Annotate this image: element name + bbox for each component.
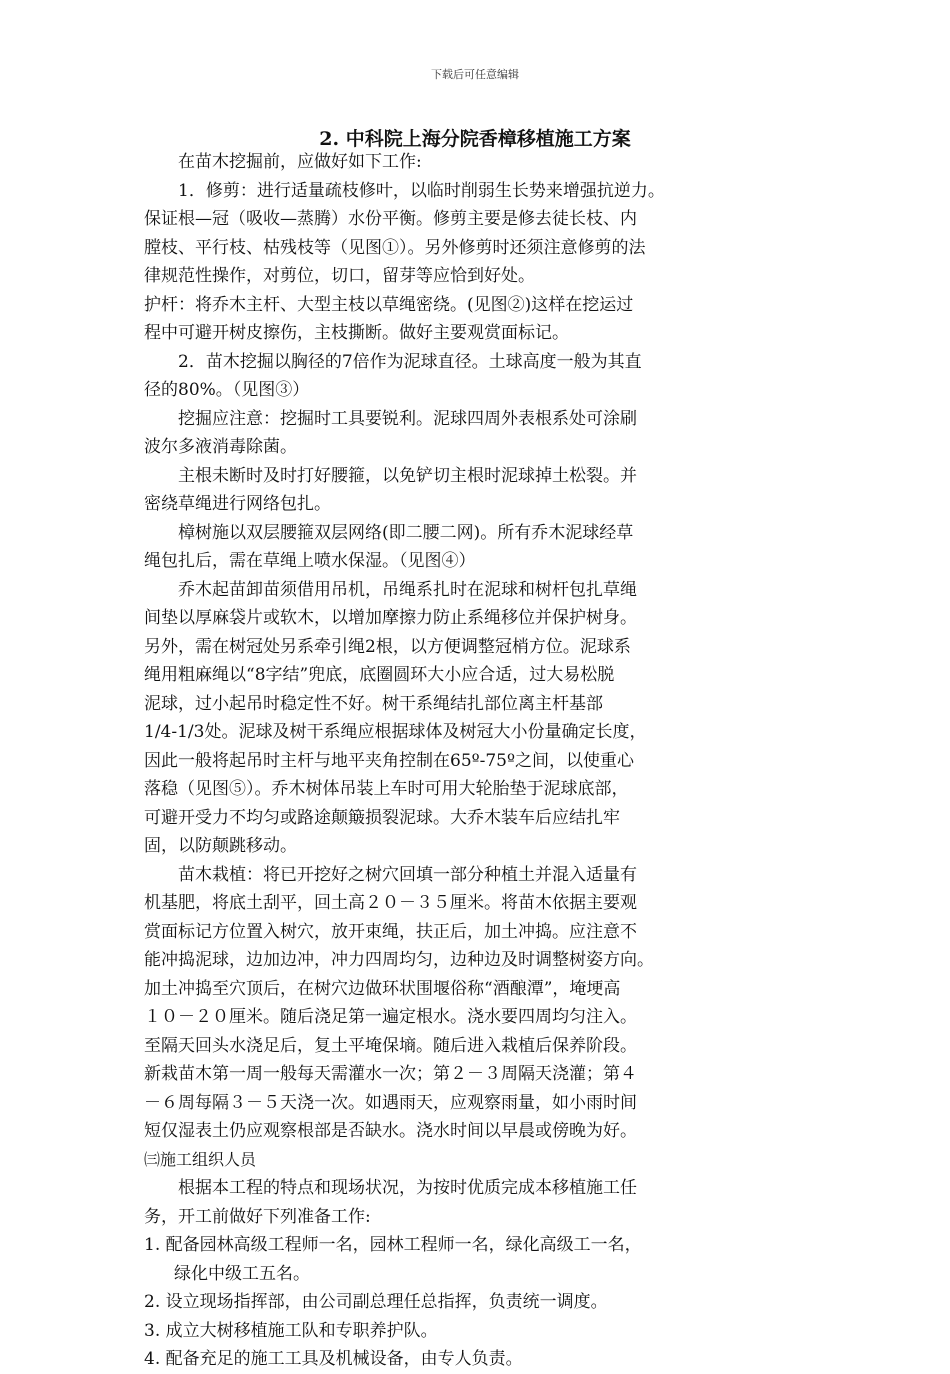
- text-line: 律规范性操作，对剪位，切口，留芽等应恰到好处。: [144, 266, 535, 286]
- section-heading: ㈢施工组织人员: [144, 1149, 257, 1169]
- text-line: 泥球，过小起吊时稳定性不好。树干系绳结扎部位离主杆基部: [144, 693, 603, 714]
- document-title: 2. 中科院上海分院香樟移植施工方案: [319, 128, 631, 150]
- text-line: 程中可避开树皮擦伤，主枝撕断。做好主要观赏面标记。: [144, 323, 569, 343]
- text-line: 机基肥，将底土刮平，回土高２０－３５厘米。将苗木依据主要观: [144, 893, 637, 913]
- text-line: 落稳（见图⑤）。乔木树体吊装上车时可用大轮胎垫于泥球底部，: [144, 779, 629, 799]
- text-line: 绳用粗麻绳以“8字结”兜底，底圈圆环大小应合适，过大易松脱: [144, 665, 615, 685]
- list-item: 4. 配备充足的施工工具及机械设备，由专人负责。: [144, 1349, 523, 1369]
- text-line: 绳包扎后，需在草绳上喷水保湿。（见图④）: [144, 551, 476, 571]
- text-line: 短仅湿表土仍应观察根部是否缺水。浇水时间以早晨或傍晚为好。: [144, 1121, 637, 1141]
- text-line: 加土冲捣至穴顶后，在树穴边做环状围堰俗称“酒酿潭”，埯埂高: [144, 978, 621, 999]
- text-line: 主根未断时及时打好腰箍，以免铲切主根时泥球掉土松裂。并: [178, 465, 637, 486]
- text-line: 另外，需在树冠处另系牵引绳2根，以方便调整冠梢方位。泥球系: [144, 636, 631, 657]
- text-line: －６周每隔３－５天浇一次。如遇雨天，应观察雨量，如小雨时间: [144, 1092, 637, 1113]
- text-line: 间垫以厚麻袋片或软木，以增加摩擦力防止系绳移位并保护树身。: [144, 608, 637, 628]
- text-line: 根据本工程的特点和现场状况，为按时优质完成本移植施工任: [178, 1178, 637, 1198]
- text-line: 因此一般将起吊时主杆与地平夹角控制在65º-75º之间，以使重心: [144, 750, 634, 771]
- list-item-continuation: 绿化中级工五名。: [174, 1263, 310, 1284]
- text-line: 务，开工前做好下列准备工作:: [144, 1206, 371, 1227]
- text-line: 至隔天回头水浇足后，复土平埯保墒。随后进入栽植后保养阶段。: [144, 1035, 637, 1056]
- text-line: 赏面标记方位置入树穴，放开束绳，扶正后，加土冲捣。应注意不: [144, 921, 637, 942]
- text-line: 固，以防颠跳移动。: [144, 836, 297, 856]
- list-item: 2. 设立现场指挥部，由公司副总理任总指挥，负责统一调度。: [144, 1292, 608, 1312]
- text-line: 膛枝、平行枝、枯残枝等（见图①）。另外修剪时还须注意修剪的法: [144, 237, 646, 258]
- text-line: 苗木栽植：将已开挖好之树穴回填一部分种植土并混入适量有: [178, 864, 637, 885]
- list-item: 3. 成立大树移植施工队和专职养护队。: [144, 1320, 438, 1341]
- document-body: [144, 148, 812, 1374]
- text-line: 乔木起苗卸苗须借用吊机，吊绳系扎时在泥球和树杆包扎草绳: [178, 579, 637, 600]
- header-note: 下载后可任意编辑: [431, 68, 519, 81]
- text-line: 在苗木挖掘前，应做好如下工作:: [178, 152, 422, 172]
- text-line: 新栽苗木第一周一般每天需灌水一次；第２－３周隔天浇灌；第４: [144, 1064, 637, 1084]
- text-line: 1．修剪：进行适量疏枝修叶，以临时削弱生长势来增强抗逆力。: [178, 180, 665, 201]
- text-line: 波尔多液消毒除菌。: [144, 437, 297, 457]
- text-line: １０－２０厘米。随后浇足第一遍定根水。浇水要四周均匀注入。: [144, 1007, 637, 1027]
- text-line: 2．苗木挖掘以胸径的7倍作为泥球直径。土球高度一般为其直: [178, 351, 642, 372]
- list-item: 1. 配备园林高级工程师一名，园林工程师一名，绿化高级工一名，: [144, 1235, 642, 1255]
- text-line: 1/4-1/3处。泥球及树干系绳应根据球体及树冠大小份量确定长度，: [144, 722, 647, 742]
- text-line: 密绕草绳进行网络包扎。: [144, 494, 331, 514]
- text-line: 护杆：将乔木主杆、大型主枝以草绳密绕。(见图②)这样在挖运过: [144, 294, 634, 315]
- text-line: 可避开受力不均匀或路途颠簸损裂泥球。大乔木装车后应结扎牢: [144, 807, 620, 828]
- text-line: 挖掘应注意：挖掘时工具要锐利。泥球四周外表根系处可涂刷: [178, 408, 637, 429]
- text-line: 能冲捣泥球，边加边冲，冲力四周均匀，边种边及时调整树姿方向。: [144, 950, 654, 970]
- text-line: 保证根—冠（吸收—蒸腾）水份平衡。修剪主要是修去徒长枝、内: [144, 209, 637, 229]
- text-line: 樟树施以双层腰箍双层网络(即二腰二网)。所有乔木泥球经草: [178, 522, 634, 543]
- text-line: 径的80%。（见图③）: [144, 380, 310, 400]
